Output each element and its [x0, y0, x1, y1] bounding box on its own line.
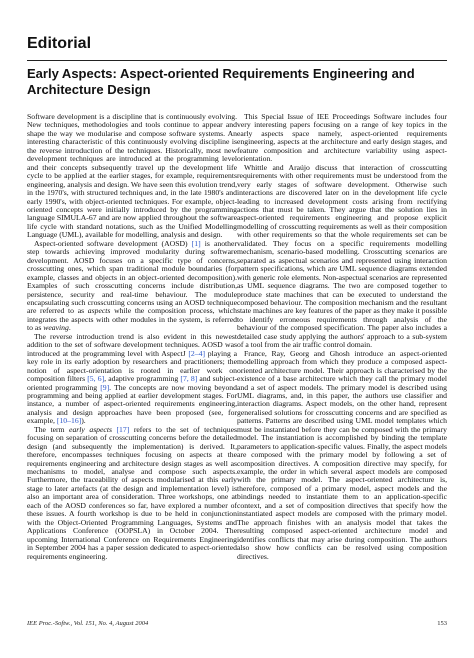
- body-paragraph: France, Ray, Georg and Ghosh introduce an aspect-oriented modelling approach from which they produce a composed aspect-oriented architecture model. Their approach is characterised by the existence of a base architecture which they call the primary model and a set of aspect models. The primary model is described using UML diagrams, and, in this paper, the authors use classifier and interaction diagrams. Aspect models, on the other hand, represent generalised solutions for crosscutting concerns and are specified as patterns. Patterns are described using UML model templates which must be instantiated before they can be composed with the primary model. The instantiation is accomplished by binding the template parameters to application-specific values. Finally, the aspect models are composed with the primary model by following a set of composition directives. A composition directive may specify, for example, the order in which several aspect models are composed with the primary model. The aspect-oriented architecture is, therefore, composed of a primary model, aspect models and the bindings needed to instantiate them to an application-specific context, and a set of composition directives that specify how the instantiated aspect models are composed with the primary model. The approach finishes with an analysis model that takes the resulting composed aspect-oriented architecture model and identifies conflicts that may arise during composition. The authors also show how conflicts can be resolved using composition directives.: [237, 348, 447, 561]
- body-paragraph: Software development is a discipline that is continuously evolving. New techniques, methodologies and tools continue to appear and shape the way we modularise and compose software systems. An interesting characteristic of this continuously evolving discipline is the reverse introduction of the techniques. Historically, most new development techniques are introduced at the programming level and their concepts subsequently travel up the development life cycle to be applied at the earlier stages, for example, requirements engineering, analysis and design. We have seen this evolution trend, in the 1970's, with structured techniques and, in the late 1980's and early 1990's, with object-oriented techniques. For example, object-oriented concepts were initially introduced by the programming language SIMULA-67 and are now applied throughout the software life cycle with standard notations, such as the Unified Modelling Language (UML), available for modelling, analysis and design.: [27, 112, 237, 240]
- paragraph-text: , adaptive programming: [104, 374, 181, 384]
- paragraph-text: .: [68, 323, 71, 333]
- journal-citation: IEE Proc.-Softw., Vol. 151, No. 4, August 2004: [27, 620, 149, 627]
- body-paragraph: [27, 240, 237, 333]
- paragraph-text: ).: [81, 416, 86, 426]
- paragraph-text: is another step towards achieving improved modularity during software development. AOSD focuses on a specific type of concerns, crosscutting ones, which span traditional module boundaries (for example, classes and objects in an object-oriented decomposition). Examples of such crosscutting concerns include distribution, persistence, security and real-time behaviour. The module encapsulating such crosscutting concerns using an AOSD technique are referred to as: [27, 238, 237, 316]
- paragraph-text: and subject-oriented programming: [27, 374, 238, 392]
- paragraph-text: The term: [34, 424, 70, 434]
- right-column: [237, 113, 447, 561]
- body-paragraph: This Special Issue of IEE Proceedings Software includes four very interesting papers focusing on a range of key topics in the early aspects space namely, aspect-oriented requirements engineering, aspects at the architecture and early design stages, and feature composition and architecture variability using aspect-orientation.: [237, 112, 447, 164]
- article-title: Early Aspects: Aspect-oriented Requirements Engineering and Architecture Design: [27, 66, 415, 97]
- paragraph-text: playing a key role in its early adoption by researchers and practitioners; the notion of aspect-orientation is rooted in earlier work on composition filters: [27, 348, 237, 384]
- citation-link[interactable]: [7, 8]: [180, 374, 198, 384]
- paragraph-text: refers to the set of techniques focusing on separation of crosscutting concerns before the detailed design (and subsequently the implementation) is derived. It, therefore, encompasses techniques focusing on aspects at the requirements engineering and architecture design stages as well as mechanisms to model, analyse and compose such aspects. Furthermore, the traceability of aspects modularised at this early stage to later artefacts (at the design and implementation level) is also an important area of consideration. Three workshops, one at each of the AOSD conferences so far, have explored a number of these issues. A fourth workshop is due to be held in conjunction with the Object-Oriented Programming Languages, Systems and Applications Conference (OOPSLA) in October 2004. The upcoming International Conference on Requirements Engineering in September 2004 has a paper session dedicated to aspect-oriented requirements engineering.: [27, 424, 238, 561]
- body-paragraph: [27, 333, 237, 426]
- paragraph-text: The reverse introduction trend is also evident in this newest addition to the set of software development techniques. AOSD was introduced at the programming level with AspectJ: [27, 331, 237, 358]
- page-number: 153: [437, 620, 447, 627]
- emphasis-term: early aspects: [69, 424, 112, 434]
- paragraph-text: . The concepts are now moving beyond programming and being applied at earlier development stages. For instance, a number of aspect-oriented requirements engineering, analysis and design approaches have been proposed (see, for example,: [27, 382, 237, 426]
- citation-link[interactable]: [1]: [191, 238, 201, 248]
- citation-link[interactable]: [2–4]: [188, 348, 206, 358]
- paragraph-text: Aspect-oriented software development (AOSD): [34, 238, 192, 248]
- body-paragraph: Whittle and Araújo discuss that interaction of crosscutting requirements with other requirements must be understood from the very early stages of software development. Otherwise such interactions are discovered later on in the development life cycle leading to increased development costs arising from rectifying actions that must be taken. They argue that the solution lies in aspect-oriented requirements engineering and propose explicit modelling of crosscutting requirements as well as their composition with other requirements so that the whole requirements set can be validated. They focus on a specific requirements modelling mechanism, scenario-based modelling. Crosscutting scenarios are separated as aspectual scenarios and represented using interaction pattern specifications, which are UML sequence diagrams extended with generic role elements. Non-aspectual scenarios are represented as UML sequence diagrams. The two are composed together to produce state machines that can be executed to understand the composed behaviour. The composition mechanism and the resultant state machines are key features of the paper as they make it possible to identify erroneous requirements through analysis of the behaviour of the composed specification. The paper also includes a detailed case study applying the authors' approach to a sub-system of a tool from the air traffic control domain.: [237, 162, 447, 350]
- emphasis-term: weaving: [43, 323, 69, 333]
- citation-link[interactable]: [17]: [116, 424, 130, 434]
- paragraph-text: while the composition process, which integrates the aspects with other modules in the system, is referred to as: [27, 306, 237, 333]
- body-paragraph: [27, 426, 237, 561]
- citation-link[interactable]: [10–16]: [56, 416, 82, 426]
- citation-link[interactable]: [9]: [100, 382, 110, 392]
- emphasis-term: aspects: [87, 306, 111, 316]
- section-heading: Editorial: [27, 35, 92, 52]
- citation-link[interactable]: [5, 6]: [87, 374, 105, 384]
- left-column: [27, 113, 237, 561]
- heading-rule: [27, 60, 447, 61]
